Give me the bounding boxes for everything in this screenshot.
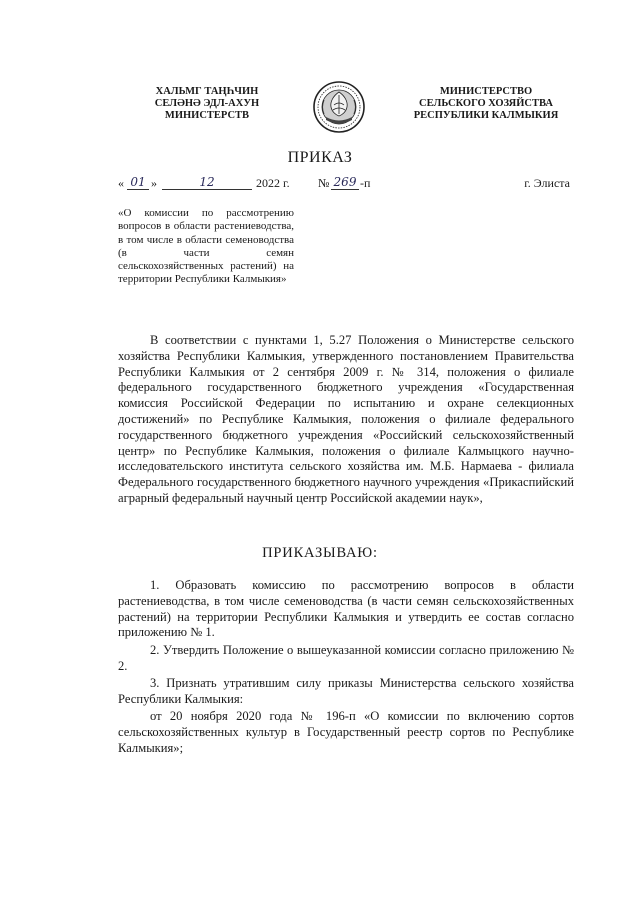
order-item-2: 2. Утвердить Положение о вышеуказанной комиссии согласно приложению № 2. — [118, 643, 574, 673]
header-russian-line-1: МИНИСТЕРСТВО — [439, 86, 533, 97]
header-kalmyk-line-2: СЕЛӘНӘ ЭДЛ-АХУН — [154, 98, 260, 109]
order-item-3-sub-1: от 20 ноября 2020 года № 196-п «О комиссии по включению сортов сельскохозяйственных культур в Государственный реестр сортов по Республике Калмыкия»; — [118, 709, 574, 755]
header-kalmyk-line-1: ХАЛЬМГ ТАҢҺЧИН — [155, 86, 259, 97]
date-close-quote: » — [151, 176, 157, 190]
document-title: ПРИКАЗ — [287, 149, 353, 166]
order-number-suffix: -п — [360, 176, 371, 190]
order-item-1: 1. Образовать комиссию по рассмотрению вопросов в области растениеводства, в том числе семеноводства (в части семян сельскохозяйственных растений) на территории Республики Калмыкия и утвердить ее состав согласно приложению № 1. — [118, 578, 574, 640]
preamble-paragraph: В соответствии с пунктами 1, 5.27 Положения о Министерстве сельского хозяйства Республики Калмыкия, утвержденного постановлением Правительства Республики Калмыкия от 2 сентября 2009 г. № 314, положения о филиале федерального государственного бюджетного учреждения «Государственная комиссия Российской Федерации по испытанию и охране селекционных достижений» по Республике Калмыкия, положения о филиале федерального государственного бюджетного учреждения «Российский сельскохозяйственный центр» по Республике Калмыкия, положения о филиале Калмыцкого научно-исследовательского института сельского хозяйства им. М.Б. Нармаева - филиала Федерального государственного бюджетного научного учреждения «Прикаспийский аграрный федеральный научный центр Российской академии наук», — [118, 333, 574, 505]
header-kalmyk-name — [140, 86, 274, 122]
date-month: 12 — [162, 176, 252, 190]
order-number: 269 — [331, 176, 359, 190]
header-kalmyk-line-3: МИНИСТЕРСТВ — [164, 110, 250, 121]
date-number-line — [118, 176, 570, 192]
header-russian-line-3: РЕСПУБЛИКИ КАЛМЫКИЯ — [413, 110, 559, 121]
city: г. Элиста — [524, 176, 570, 190]
header-russian-line-2: СЕЛЬСКОГО ХОЗЯЙСТВА — [419, 98, 553, 109]
date-year: 2022 г. — [256, 176, 290, 190]
date-day: 01 — [127, 176, 149, 190]
header-russian-name — [396, 86, 576, 122]
order-word: ПРИКАЗЫВАЮ: — [262, 545, 378, 561]
date-open-quote: « — [118, 176, 124, 190]
kalmykia-coat-of-arms-icon — [312, 80, 366, 134]
order-subject: «О комиссии по рассмотрению вопросов в области растениеводства, в том числе в области семеноводства (в части семян сельскохозяйственных растений) на территории Республики Калмыкия» — [118, 207, 294, 286]
order-number-prefix: № — [318, 176, 330, 190]
order-item-3: 3. Признать утратившим силу приказы Министерства сельского хозяйства Республики Калмыкия: — [118, 676, 574, 706]
